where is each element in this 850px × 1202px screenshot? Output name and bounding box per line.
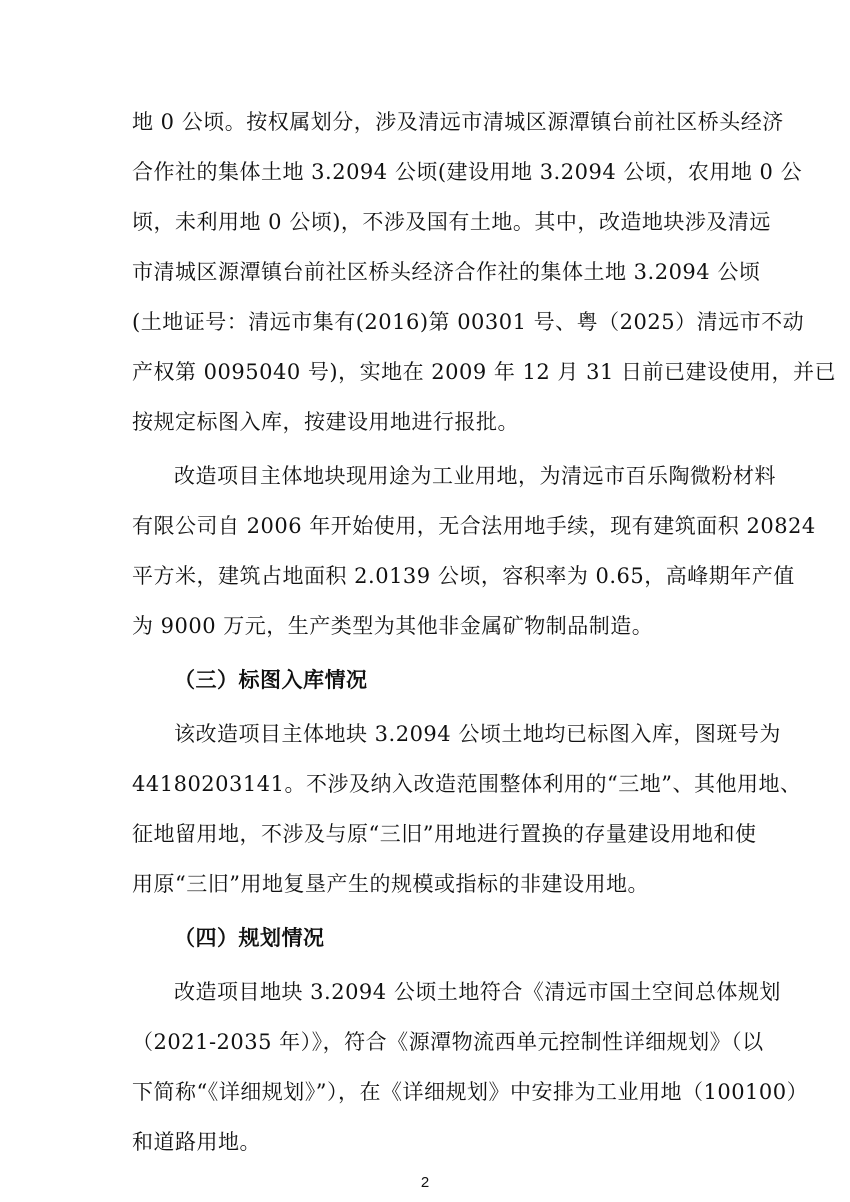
paragraph-4-line-3: 下简称“《详细规划》”），在《详细规划》中安排为工业用地（100100） — [132, 1080, 809, 1104]
paragraph-4-line-4: 和道路用地。 — [132, 1130, 261, 1154]
paragraph-1-line-3: 顷，未利用地 0 公顷)，不涉及国有土地。其中，改造地块涉及清远 — [132, 210, 771, 234]
page-number: 2 — [420, 1174, 430, 1191]
paragraph-3-line-1: 该改造项目主体地块 3.2094 公顷土地均已标图入库，图斑号为 — [174, 722, 781, 746]
paragraph-1-line-5: (土地证号：清远市集有(2016)第 00301 号、粤（2025）清远市不动 — [132, 310, 805, 334]
paragraph-4-line-1: 改造项目地块 3.2094 公顷土地符合《清远市国土空间总体规划 — [174, 980, 781, 1004]
paragraph-2-line-1: 改造项目主体地块现用途为工业用地，为清远市百乐陶微粉材料 — [174, 464, 776, 488]
paragraph-3-line-4: 用原“三旧”用地复垦产生的规模或指标的非建设用地。 — [132, 872, 649, 896]
paragraph-2-line-2: 有限公司自 2006 年开始使用，无合法用地手续，现有建筑面积 20824 — [132, 514, 816, 538]
paragraph-2-line-4: 为 9000 万元，生产类型为其他非金属矿物制品制造。 — [132, 614, 654, 638]
paragraph-1-line-2: 合作社的集体土地 3.2094 公顷(建设用地 3.2094 公顷，农用地 0 公 — [132, 160, 803, 184]
paragraph-2-line-3: 平方米，建筑占地面积 2.0139 公顷，容积率为 0.65，高峰期年产值 — [132, 564, 795, 588]
paragraph-1-line-7: 按规定标图入库，按建设用地进行报批。 — [132, 410, 519, 434]
paragraph-4-line-2: （2021-2035 年）》，符合《源潭物流西单元控制性详细规划》（以 — [132, 1030, 764, 1054]
paragraph-3-line-3: 征地留用地，不涉及与原“三旧”用地进行置换的存量建设用地和使 — [132, 822, 757, 846]
paragraph-1-line-1: 地 0 公顷。按权属划分，涉及清远市清城区源潭镇台前社区桥头经济 — [132, 110, 784, 134]
paragraph-3-line-2: 44180203141。不涉及纳入改造范围整体利用的“三地”、其他用地、 — [132, 772, 802, 796]
section-heading-3: （三）标图入库情况 — [174, 668, 368, 692]
paragraph-1-line-6: 产权第 0095040 号)，实地在 2009 年 12 月 31 日前已建设使用，并已 — [132, 360, 837, 384]
paragraph-1-line-4: 市清城区源潭镇台前社区桥头经济合作社的集体土地 3.2094 公顷 — [132, 260, 761, 284]
section-heading-4: （四）规划情况 — [174, 926, 325, 950]
